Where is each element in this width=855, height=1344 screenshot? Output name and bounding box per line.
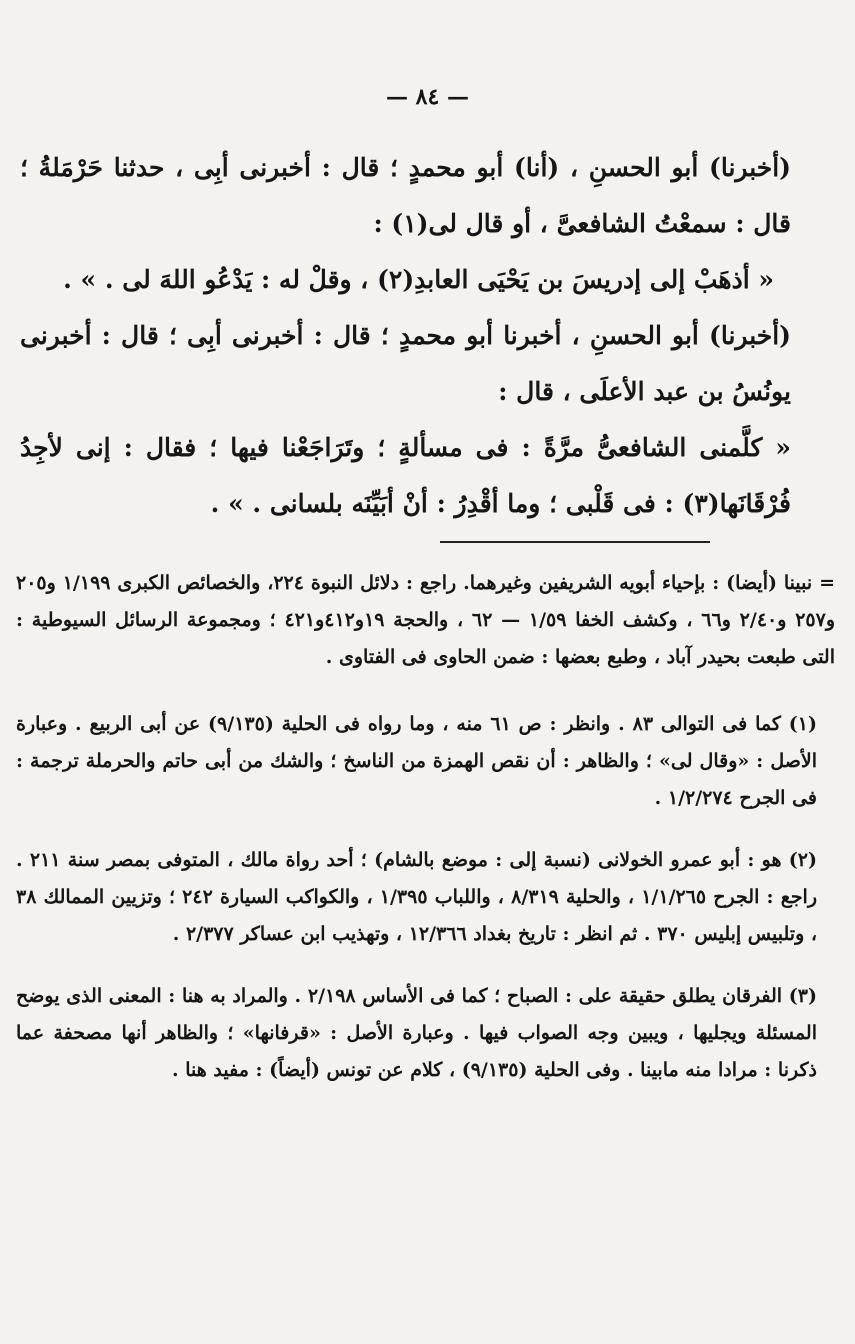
footnote-separator — [440, 541, 710, 543]
quote-1: « أذهَبْ إلى إدريسَ بن يَحْيَى العابدِ(٢) ، وقلْ له : يَدْعُو اللهَ لى . » . — [63, 265, 774, 294]
footnotes — [16, 565, 835, 1114]
main-text — [20, 140, 819, 532]
page-number: — ٨٤ — — [386, 84, 469, 110]
footnote-continuation: = نبينا (أيضا) : بإحياء أبويه الشريفين وغيرهما. راجع : دلائل النبوة ٢٢٤، والخصائص الكبرى ١/١٩٩ و٢٠٥ و٢٥٧ و٢/٤٠ و٦٦ ، وكشف الخفا ١/٥٩ — ٦٢ ، والحجة ١٩و٤١٢و٤٢١ ؛ ومجموعة الرسائل السيوطية : التى طبعت بحيدر آباد ، وطبع بعضها : ضمن الحاوى فى الفتاوى . — [16, 572, 835, 668]
footnote-1: (١) كما فى التوالى ٨٣ . وانظر : ص ٦١ منه ، وما رواه فى الحلية (٩/١٣٥) عن أبى الربيع . وعبارة الأصل : «وقال لى» ؛ والظاهر : أن نقص الهمزة من الناسخ ؛ والشك من أبى حاتم والحرملة ترجمة : فى الجرح ١/٢/٢٧٤ . — [16, 713, 818, 809]
footnote-3: (٣) الفرقان يطلق حقيقة على : الصباح ؛ كما فى الأساس ٢/١٩٨ . والمراد به هنا : المعنى الذى يوضح المسئلة ويجليها ، ويبين وجه الصواب فيها . وعبارة الأصل : «قرفانها» ؛ والظاهر أنها مصحفة عما ذكرنا : مرادا منه مابينا . وفى الحلية (٩/١٣٥) ، كلام عن تونس (أيضاً) : مفيد هنا . — [16, 985, 817, 1081]
footnote-2: (٢) هو : أبو عمرو الخولانى (نسبة إلى : موضع بالشام) ؛ أحد رواة مالك ، المتوفى بمصر سنة ٢١١ . راجع : الجرح ١/١/٢٦٥ ، والحلية ٨/٣١٩ ، واللباب ١/٣٩٥ ، والكواكب السيارة ٢٤٢ ؛ وتزيين الممالك ٣٨ ، وتلبيس إبليس ٣٧٠ . ثم انظر : تاريخ بغداد ١٢/٣٦٦ ، وتهذيب ابن عساكر ٢/٣٧٧ . — [16, 849, 818, 945]
main-paragraph-2: (أخبرنا) أبو الحسنِ ، أخبرنا أبو محمدٍ ؛ قال : أخبرنى أبِى ؛ قال : أخبرنى يونُسُ بن عبد الأعلَى ، قال : — [20, 321, 791, 406]
quote-2: « كلَّمنى الشافعىُّ مرَّةً : فى مسألةٍ ؛ وتَرَاجَعْنا فيها ؛ فقال : إنى لأجِدُ فُرْقَانَها(٣) : فى قَلْبى ؛ وما أقْدِرُ : أنْ أبَيِّنَه بلسانى . » . — [20, 433, 791, 518]
main-paragraph-1: (أخبرنا) أبو الحسنِ ، (أنا) أبو محمدٍ ؛ قال : أخبرنى أبِى ، حدثنا حَرْمَلةُ ؛ قال : سمعْتُ الشافعىَّ ، أو قال لى(١) : — [20, 153, 791, 238]
